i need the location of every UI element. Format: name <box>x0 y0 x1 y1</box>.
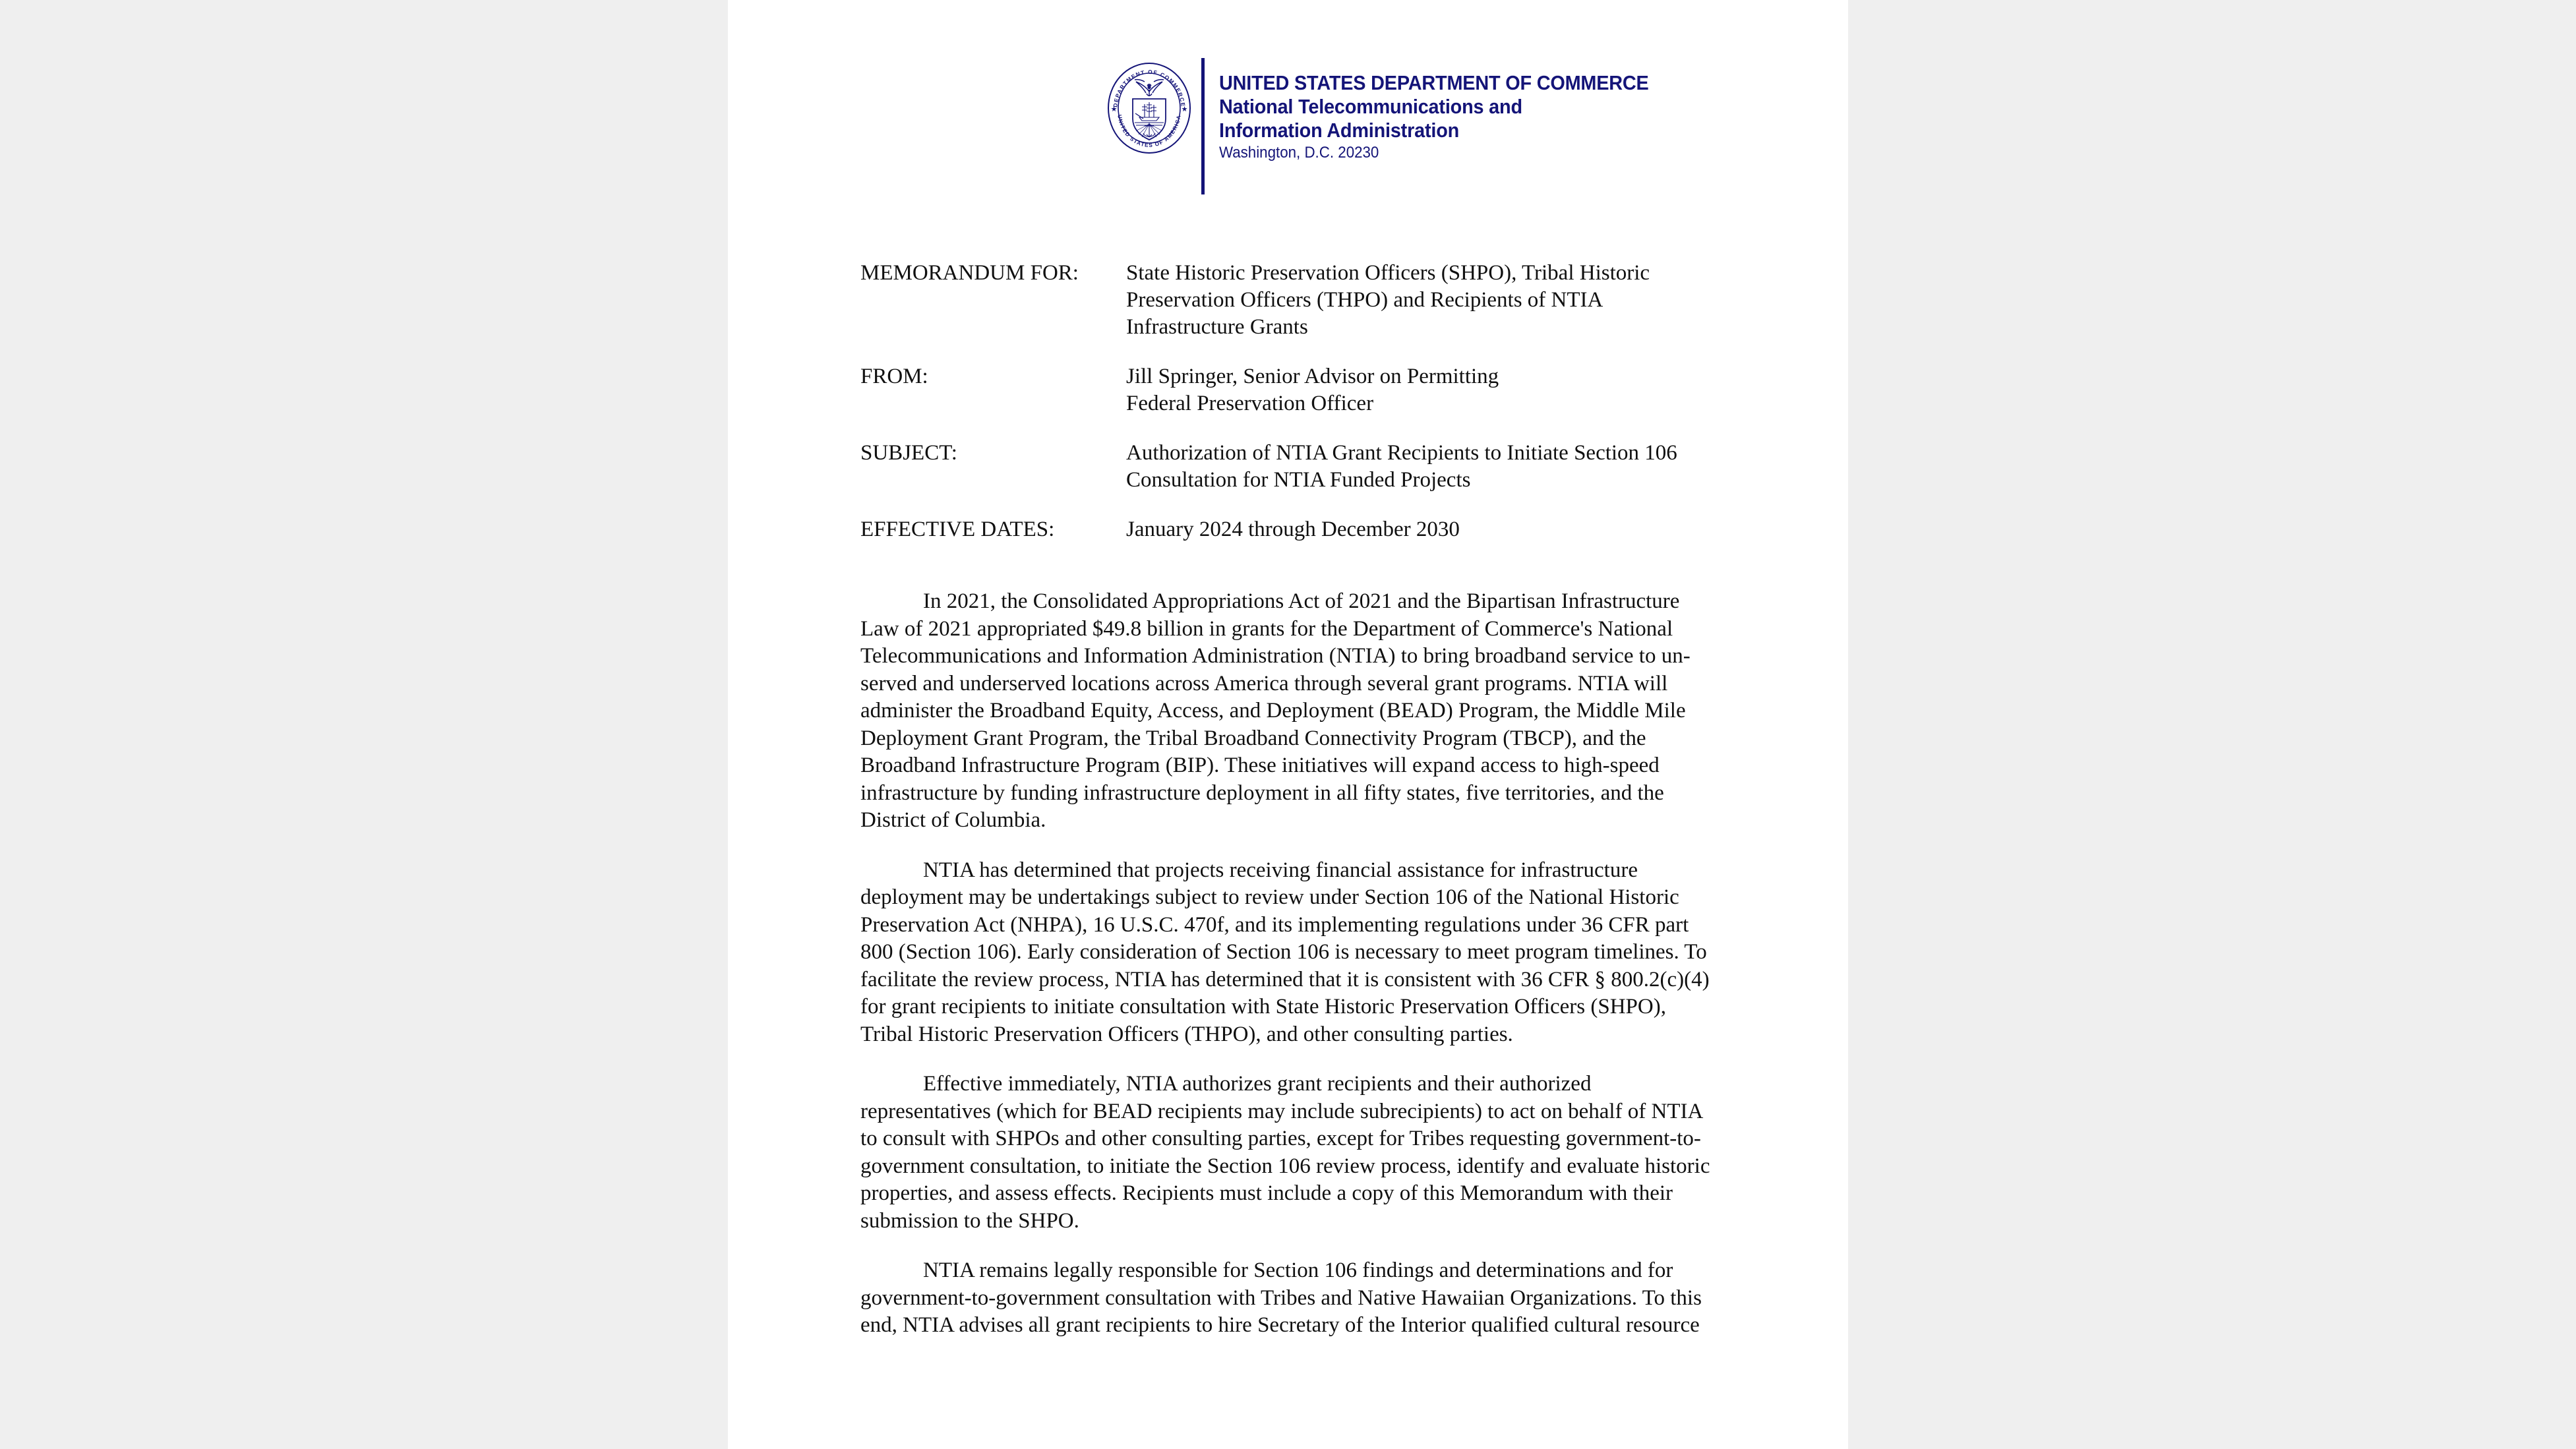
memo-row-memorandum-for <box>860 260 1711 341</box>
svg-text:★: ★ <box>1110 105 1118 113</box>
body-paragraph: NTIA has determined that projects receiving financial assistance for infrastructure deployment may be undertakings subject to review under Section 106 of the National Historic Preservation Act (NHPA), 16 U.S.C. 470f, and its implementing regulations under 36 CFR part 800 (Section 106). Early consideration of Section 106 is necessary to meet program timelines. To facilitate the review process, NTIA has determined that it is consistent with 36 CFR § 800.2(c)(4) for grant recipients to initiate consultation with State Historic Preservation Officers (SHPO), Tribal Historic Preservation Officers (THPO), and other consulting parties. <box>860 858 1710 1046</box>
memo-label: EFFECTIVE DATES: <box>860 518 1055 541</box>
memo-value <box>1126 440 1711 494</box>
body-paragraph: NTIA remains legally responsible for Section 106 findings and determinations and for government-to-government consultation with Tribes and Native Hawaiian Organizations. To this end, NTIA advises all grant recipients to hire Secretary of the Interior qualified cultural resource <box>860 1258 1702 1337</box>
memo-value-line: State Historic Preservation Officers (SHPO), Tribal Historic <box>1126 261 1650 285</box>
letterhead-masthead <box>1219 58 1681 163</box>
memo-value-line: Consultation for NTIA Funded Projects <box>1126 468 1471 492</box>
memo-value-line: Infrastructure Grants <box>1126 315 1308 339</box>
svg-text:★: ★ <box>1181 105 1188 113</box>
memo-value <box>1126 260 1711 341</box>
letterhead-divider-rule <box>1201 58 1205 194</box>
agency-name-line-2: Information Administration <box>1219 119 1460 142</box>
memo-row-subject <box>860 440 1711 494</box>
body-paragraph: In 2021, the Consolidated Appropriations Act of 2021 and the Bipartisan Infrastructure Law of 2021 appropriated $49.8 billion in grants for the Department of Commerce's National Telecommunications and Information Administration (NTIA) to bring broadband service to un-served and underserved locations across America through several grant programs. NTIA will administer the Broadband Equity, Access, and Deployment (BEAD) Program, the Middle Mile Deployment Grant Program, the Tribal Broadband Connectivity Program (TBCP), and the Broadband Infrastructure Program (BIP). These initiatives will expand access to high-speed infrastructure by funding infrastructure deployment in all fifty states, five territories, and the District of Columbia. <box>860 589 1691 832</box>
memo-label: SUBJECT: <box>860 441 957 465</box>
svg-text:DEPARTMENT OF COMMERCE: DEPARTMENT OF COMMERCE <box>1112 68 1187 108</box>
memo-value-line: January 2024 through December 2030 <box>1126 518 1460 541</box>
document-page <box>728 0 1848 1449</box>
agency-address-line: Washington, D.C. 20230 <box>1219 144 1379 162</box>
memo-value-line: Federal Preservation Officer <box>1126 392 1374 415</box>
memo-row-from <box>860 363 1711 417</box>
agency-name-line-1: National Telecommunications and <box>1219 95 1522 118</box>
memo-row-effective-dates <box>860 516 1711 543</box>
memo-label: FROM: <box>860 365 928 388</box>
department-of-commerce-seal-icon <box>1106 62 1192 154</box>
memo-label: MEMORANDUM FOR: <box>860 261 1079 285</box>
memo-value <box>1126 363 1711 417</box>
memo-value <box>1126 516 1711 543</box>
body-paragraph: Effective immediately, NTIA authorizes grant recipients and their authorized representatives (which for BEAD recipients may include subrecipients) to act on behalf of NTIA to consult with SHPOs and other consulting parties, except for Tribes requesting government-to-government consultation, to initiate the Section 106 review process, identify and evaluate historic properties, and assess effects. Recipients must include a copy of this Memorandum with their submission to the SHPO. <box>860 1072 1710 1233</box>
memo-value-line: Jill Springer, Senior Advisor on Permitting <box>1126 365 1499 388</box>
memo-header-block <box>860 260 1711 543</box>
document-body <box>860 588 1712 1340</box>
memo-value-line: Authorization of NTIA Grant Recipients to Initiate Section 106 <box>1126 441 1677 465</box>
agency-department-line: UNITED STATES DEPARTMENT OF COMMERCE <box>1219 71 1649 94</box>
svg-text:UNITED STATES OF AMERICA: UNITED STATES OF AMERICA <box>1116 114 1182 149</box>
memo-value-line: Preservation Officers (THPO) and Recipients of NTIA <box>1126 288 1603 312</box>
letterhead <box>1106 58 1681 194</box>
